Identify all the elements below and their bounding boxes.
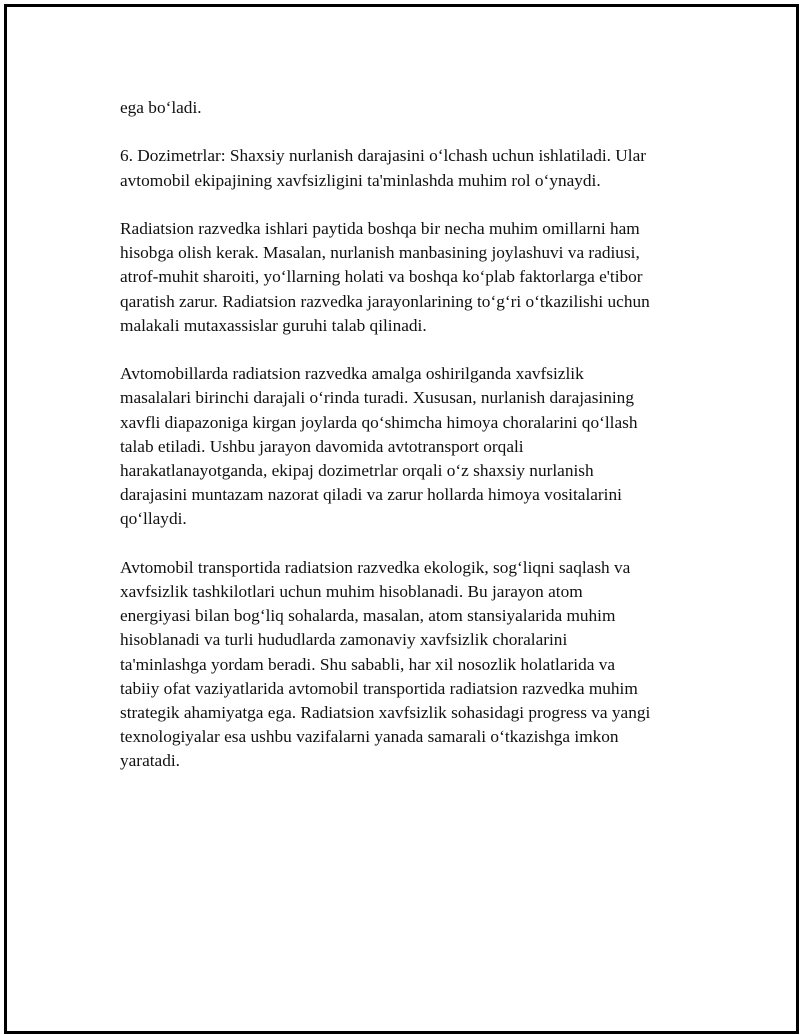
paragraph-importance: Avtomobil transportida radiatsion razvedka ekologik, sog‘liqni saqlash va xavfsizlik tashkilotlari uchun muhim hisoblanadi. Bu jarayon atom energiyasi bilan bog‘liq sohalarda, masalan, atom stansiyalarida muhim hisoblanadi va turli hududlarda zamonaviy xavfsizlik choralarini ta'minlashga yordam beradi. Shu sababli, har xil nosozlik holatlarida va tabiiy ofat vaziyatlarida avtomobil transportida radiatsion razvedka muhim strategik ahamiyatga ega. Radiatsion xavfsizlik sohasidagi progress va yangi texnologiyalar esa ushbu vazifalarni yanada samarali o‘tkazishga imkon yaratadi. bbox=[120, 557, 651, 771]
paragraph-dosimeters: 6. Dozimetrlar: Shaxsiy nurlanish darajasini o‘lchash uchun ishlatiladi. Ular avtomobil ekipajining xavfsizligini ta'minlashda muhim rol o‘ynaydi. bbox=[120, 146, 646, 190]
paragraph-safety-issues: Avtomobillarda radiatsion razvedka amalga oshirilganda xavfsizlik masalalari birinchi darajali o‘rinda turadi. Xususan, nurlanish darajasining xavfli diapazoniga kirgan joylarda qo‘shimcha himoya choralarini qo‘llash talab etiladi. Ushbu jarayon davomida avtotransport orqali harakatlanayotganda, ekipaj dozimetrlar orqali o‘z shaxsiy nurlanish darajasini muntazam nazorat qiladi va zarur hollarda himoya vositalarini qo‘llaydi. bbox=[120, 364, 638, 529]
document-body bbox=[120, 96, 680, 798]
document-page bbox=[4, 4, 799, 1034]
paragraph-reconnaissance-factors: Radiatsion razvedka ishlari paytida boshqa bir necha muhim omillarni ham hisobga olish kerak. Masalan, nurlanish manbasining joylashuvi va radiusi, atrof-muhit sharoiti, yo‘llarning holati va boshqa ko‘plab faktorlarga e'tibor qaratish zarur. Radiatsion razvedka jarayonlarining to‘g‘ri o‘tkazilishi uchun malakali mutaxassislar guruhi talab qilinadi. bbox=[120, 218, 650, 335]
paragraph-continuation: ega bo‘ladi. bbox=[120, 98, 202, 117]
